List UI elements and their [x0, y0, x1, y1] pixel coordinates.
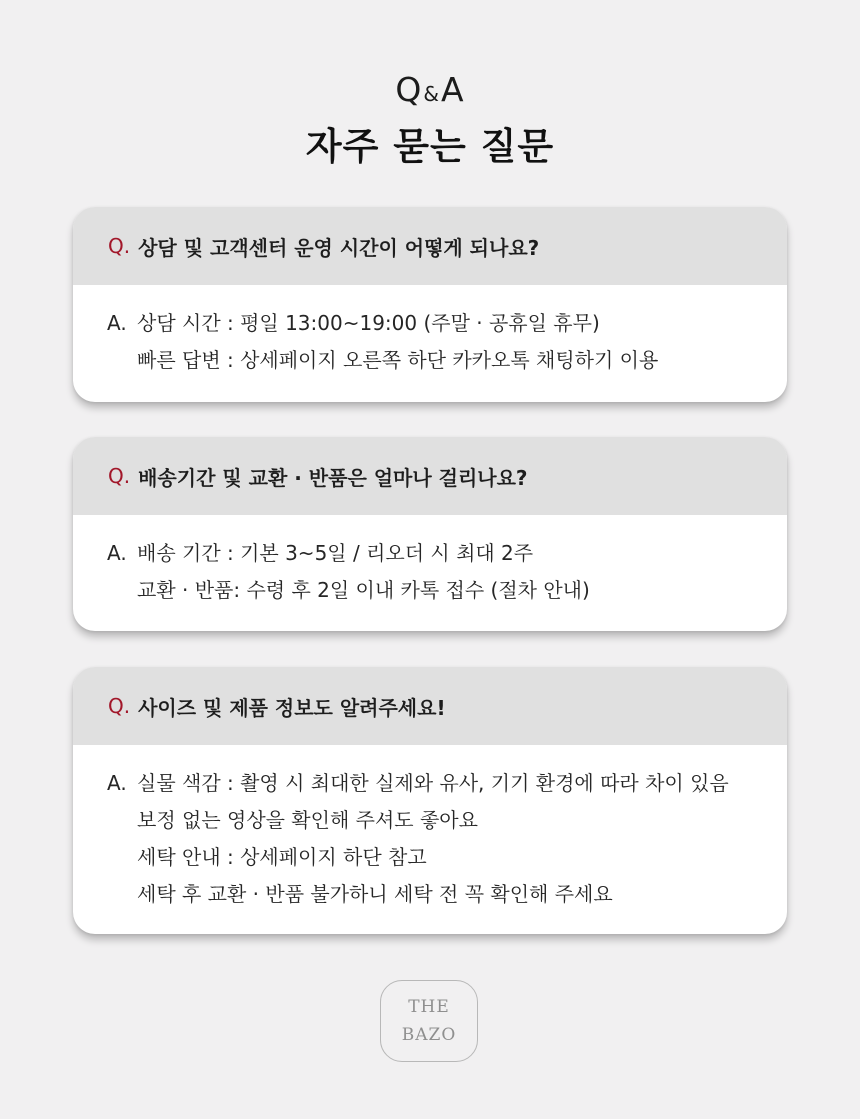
answer-line: 세탁 안내 : 상세페이지 하단 참고	[137, 845, 427, 869]
answer-line: 상담 시간 : 평일 13:00~19:00 (주말 · 공휴일 휴무)	[137, 311, 600, 335]
logo-line-2: BAZO	[401, 1025, 457, 1045]
faq-answer	[73, 515, 787, 609]
answer-line: 보정 없는 영상을 확인해 주셔도 좋아요	[137, 808, 478, 832]
answer-marker: A.	[107, 311, 127, 335]
answer-marker: A.	[107, 771, 127, 795]
faq-card-shipping	[73, 437, 787, 631]
page-title: 자주 묻는 질문	[305, 125, 555, 168]
faq-question-bar	[73, 667, 787, 745]
answer-line: 배송 기간 : 기본 3~5일 / 리오더 시 최대 2주	[137, 541, 534, 565]
faq-question-text: 사이즈 및 제품 정보도 알려주세요!	[138, 695, 446, 720]
faq-answer	[73, 745, 787, 913]
qa-eyebrow	[0, 68, 860, 116]
faq-card-product-info	[73, 667, 787, 934]
faq-question-bar	[73, 207, 787, 285]
question-marker: Q.	[108, 694, 131, 718]
faq-question-text: 상담 및 고객센터 운영 시간이 어떻게 되나요?	[138, 235, 540, 260]
answer-line: 빠른 답변 : 상세페이지 오른쪽 하단 카카오톡 채팅하기 이용	[137, 348, 659, 372]
question-marker: Q.	[108, 464, 131, 488]
answer-line: 교환 · 반품: 수령 후 2일 이내 카톡 접수 (절차 안내)	[137, 578, 590, 602]
brand-logo	[380, 980, 478, 1062]
faq-answer	[73, 285, 787, 379]
page-header	[0, 68, 860, 172]
faq-question-text: 배송기간 및 교환 · 반품은 얼마나 걸리나요?	[138, 465, 528, 490]
faq-question-bar	[73, 437, 787, 515]
faq-card-hours	[73, 207, 787, 402]
answer-line: 실물 색감 : 촬영 시 최대한 실제와 유사, 기기 환경에 따라 차이 있음	[137, 771, 729, 795]
answer-line: 세탁 후 교환 · 반품 불가하니 세탁 전 꼭 확인해 주세요	[137, 882, 613, 906]
answer-marker: A.	[107, 541, 127, 565]
logo-line-1: THE	[408, 997, 450, 1017]
eyebrow-q: Q	[395, 70, 423, 109]
eyebrow-ampersand: &	[423, 82, 440, 106]
question-marker: Q.	[108, 234, 131, 258]
eyebrow-a: A	[441, 70, 465, 109]
